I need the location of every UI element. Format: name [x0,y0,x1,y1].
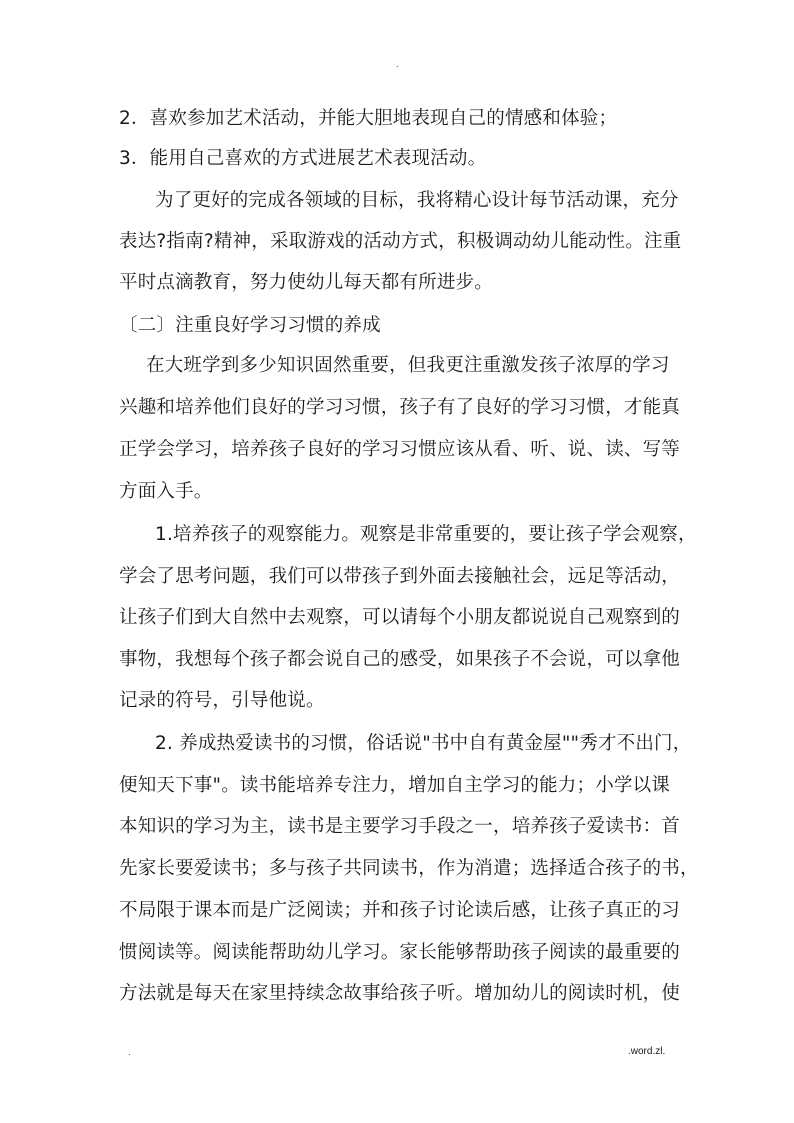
text-line: 学会了思考问题，我们可以带孩子到外面去接触社会，远足等活动， [119,566,681,587]
text-line: 表达?指南?精神，采取游戏的活动方式，积极调动幼儿能动性。注重 [119,231,682,252]
text-line: 便知天下事"。读书能培养专注力，增加自主学习的能力；小学以课 [119,775,671,796]
text-line: 正学会学习，培养孩子良好的学习习惯应该从看、听、说、读、写等 [119,439,681,460]
text-line: 2. 养成热爱读书的习惯，俗话说"书中自有黄金屋""秀才不出门， [155,733,692,754]
text-line: 让孩子们到大自然中去观察，可以请每个小朋友都说说自己观察到的 [119,607,681,628]
text-line: 2．喜欢参加艺术活动，并能大胆地表现自己的情感和体验； [119,108,618,129]
text-line: 在大班学到多少知识固然重要，但我更注重激发孩子浓厚的学习 [146,355,670,376]
text-line: 记录的符号，引导他说。 [119,690,325,711]
text-line: 为了更好的完成各领域的目标，我将精心设计每节活动课，充分 [155,190,679,211]
text-line: 不局限于课本而是广泛阅读；并和孩子讨论读后感，让孩子真正的习 [119,900,681,921]
text-line: 方面入手。 [119,481,213,502]
text-line: 3．能用自己喜欢的方式进展艺术表现活动。 [119,148,487,169]
footer-watermark: .word.zl. [628,1046,666,1057]
header-mark: . [396,60,399,69]
text-line: 惯阅读等。阅读能帮助幼儿学习。家长能够帮助孩子阅读的最重要的 [119,942,681,963]
text-line: 先家长要爱读书；多与孩子共同读书，作为消遣；选择适合孩子的书， [119,858,699,879]
text-line: 方法就是每天在家里持续念故事给孩子听。增加幼儿的阅读时机，使 [119,983,681,1004]
footer-left-mark: . [128,1048,131,1057]
text-line: 本知识的学习为主，读书是主要学习手段之一，培养孩子爱读书：首 [119,816,681,837]
text-line: 平时点滴教育，努力使幼儿每天都有所进步。 [119,272,494,293]
text-line: 事物，我想每个孩子都会说自己的感受，如果孩子不会说，可以拿他 [119,649,681,670]
text-line: 兴趣和培养他们良好的学习习惯，孩子有了良好的学习习惯，才能真 [119,397,681,418]
text-line: 1.培养孩子的观察能力。观察是非常重要的，要让孩子学会观察， [155,524,697,545]
section-heading: 〔二〕注重良好学习习惯的养成 [119,315,381,336]
